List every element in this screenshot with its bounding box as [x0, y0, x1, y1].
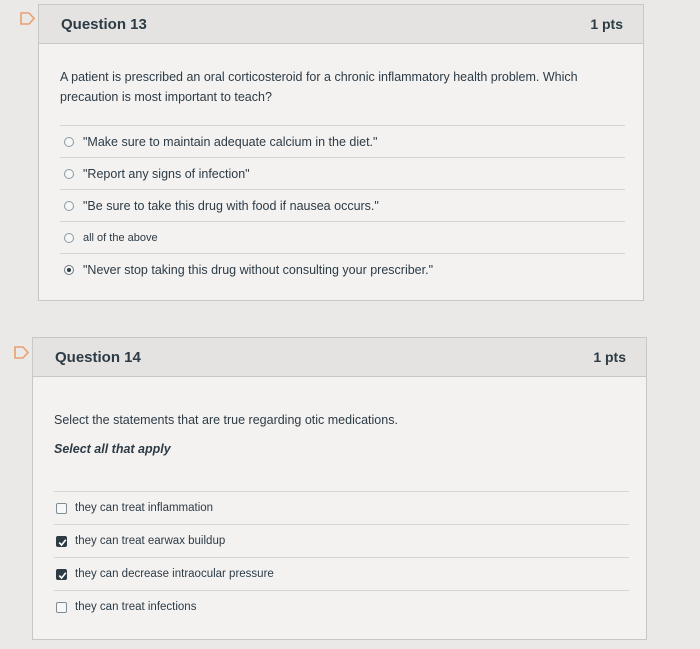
radio-button-selected[interactable] — [64, 265, 74, 275]
flag-question-14-icon[interactable] — [14, 346, 29, 359]
question-13-header — [39, 5, 643, 44]
radio-button[interactable] — [64, 233, 74, 243]
question-14-answers — [54, 491, 629, 623]
question-13-text: A patient is prescribed an oral corticosteroid for a chronic inflammatory health problem. Which precaution is most important to teach? — [60, 70, 578, 104]
question-14-instruction: Select all that apply — [54, 442, 171, 456]
checkbox-label: they can decrease intraocular pressure — [75, 568, 274, 580]
flag-question-13-icon[interactable] — [20, 12, 35, 25]
checkbox-label: they can treat infections — [75, 601, 197, 613]
checkbox-checked[interactable] — [56, 569, 67, 580]
checkbox[interactable] — [56, 602, 67, 613]
answer-label: "Make sure to maintain adequate calcium in the diet." — [83, 134, 378, 149]
radio-button[interactable] — [64, 169, 74, 179]
question-13-title: Question 13 — [61, 15, 147, 33]
checkbox-option-2[interactable] — [54, 524, 629, 557]
answer-option-2[interactable] — [60, 157, 625, 189]
checkbox[interactable] — [56, 503, 67, 514]
checkbox-option-1[interactable] — [54, 491, 629, 524]
checkbox-option-3[interactable] — [54, 557, 629, 590]
question-14-title: Question 14 — [55, 348, 141, 366]
question-14-card — [32, 337, 647, 640]
question-13-points: 1 pts — [590, 16, 623, 32]
answer-option-3[interactable] — [60, 189, 625, 221]
checkbox-checked[interactable] — [56, 536, 67, 547]
checkbox-label: they can treat inflammation — [75, 502, 214, 514]
checkbox-option-4[interactable] — [54, 590, 629, 623]
radio-button[interactable] — [64, 137, 74, 147]
question-14-header — [33, 338, 646, 377]
answer-option-4[interactable] — [60, 221, 625, 253]
answer-option-1[interactable] — [60, 125, 625, 157]
question-14-points: 1 pts — [593, 349, 626, 365]
question-13-card — [38, 4, 644, 301]
answer-label: "Never stop taking this drug without consulting your prescriber." — [83, 262, 434, 277]
answer-label: "Be sure to take this drug with food if nausea occurs." — [83, 198, 379, 213]
radio-button[interactable] — [64, 201, 74, 211]
question-14-text: Select the statements that are true regarding otic medications. — [54, 413, 398, 427]
answer-label: "Report any signs of infection" — [83, 166, 250, 181]
checkbox-label: they can treat earwax buildup — [75, 535, 226, 547]
answer-option-5[interactable] — [60, 253, 625, 285]
question-13-answers — [60, 125, 625, 285]
answer-label: all of the above — [83, 231, 158, 244]
